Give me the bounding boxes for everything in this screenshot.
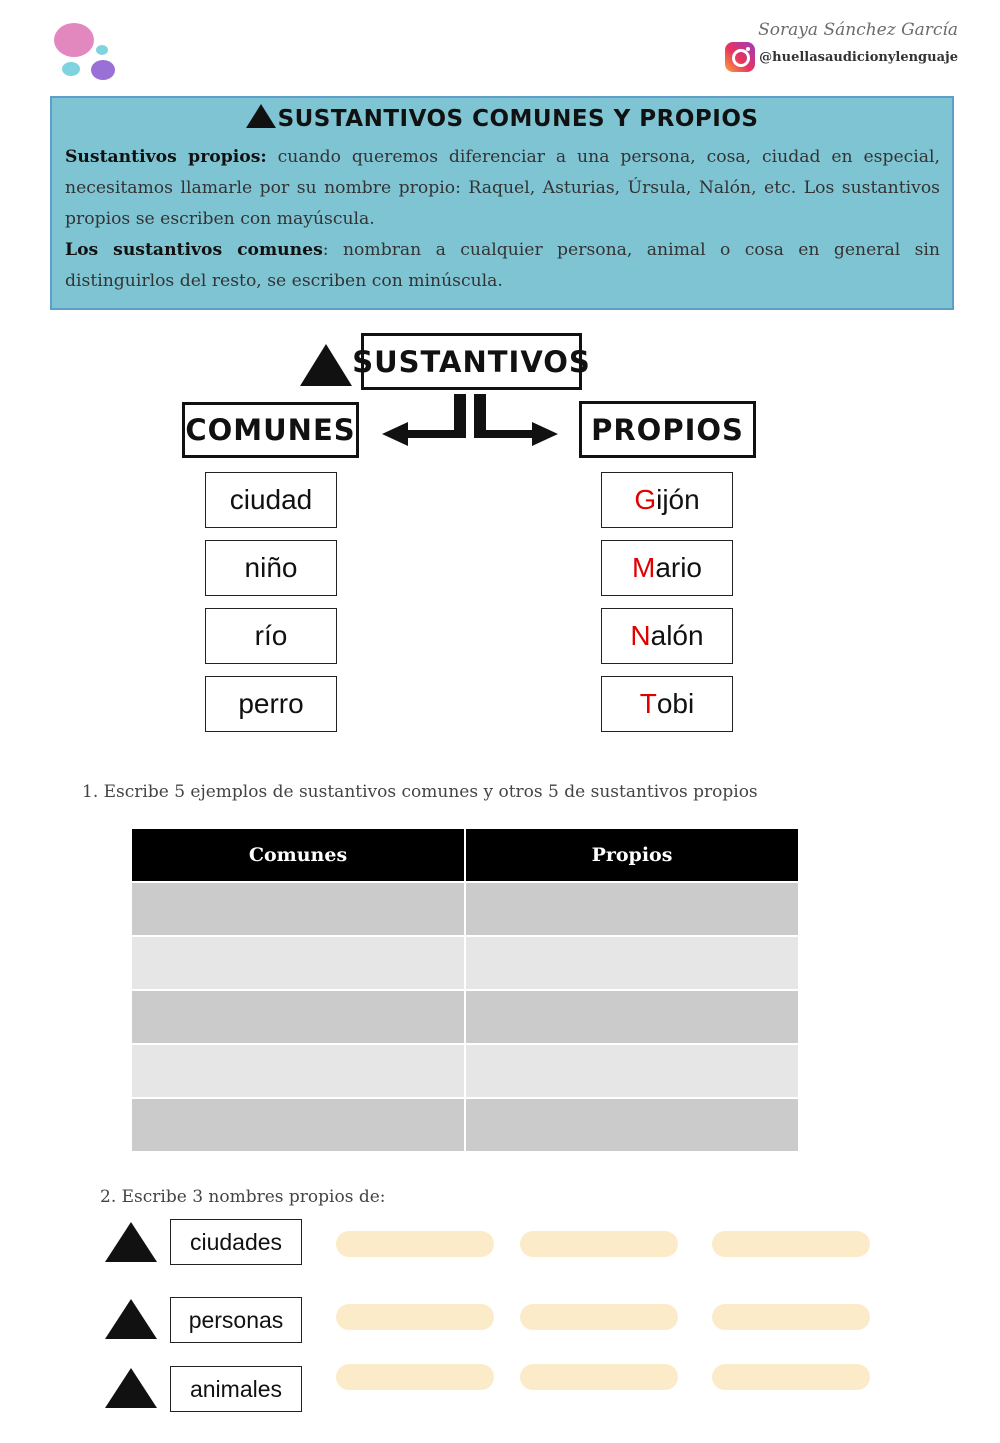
propios-answer-cell[interactable]	[466, 1099, 798, 1151]
triangle-icon	[105, 1222, 157, 1262]
propios-definition	[65, 142, 940, 235]
info-title: SUSTANTIVOS COMUNES Y PROPIOS	[277, 106, 759, 132]
propio-word-1	[601, 472, 733, 528]
info-box	[50, 96, 954, 310]
propios-header: PROPIOS	[579, 401, 756, 458]
comunes-answer-cell[interactable]	[132, 883, 464, 935]
answer-field[interactable]	[520, 1304, 678, 1330]
comunes-label: Los sustantivos comunes	[65, 240, 323, 260]
triangle-icon	[300, 344, 352, 386]
category-animales: animales	[170, 1366, 302, 1412]
capital-letter: T	[639, 688, 657, 719]
table-row	[132, 991, 798, 1043]
comun-word-2: niño	[205, 540, 337, 596]
answer-field[interactable]	[712, 1364, 870, 1390]
triangle-icon	[246, 104, 276, 128]
comunes-header: COMUNES	[182, 402, 359, 458]
answer-field[interactable]	[712, 1231, 870, 1257]
comun-word-1: ciudad	[205, 472, 337, 528]
author-handle-row	[725, 42, 958, 72]
comunes-answer-cell[interactable]	[132, 991, 464, 1043]
category-personas: personas	[170, 1297, 302, 1343]
propio-word-3	[601, 608, 733, 664]
propio-word-2	[601, 540, 733, 596]
capital-letter: M	[631, 552, 656, 583]
answer-field[interactable]	[336, 1231, 494, 1257]
propios-answer-cell[interactable]	[466, 1045, 798, 1097]
comunes-answer-cell[interactable]	[132, 937, 464, 989]
answer-field[interactable]	[712, 1304, 870, 1330]
propios-answer-cell[interactable]	[466, 937, 798, 989]
answer-field[interactable]	[520, 1364, 678, 1390]
logo	[48, 20, 128, 84]
author-name: Soraya Sánchez García	[758, 20, 958, 40]
comunes-answer-cell[interactable]	[132, 1045, 464, 1097]
split-arrows-icon	[380, 392, 560, 448]
capital-letter: N	[630, 620, 651, 651]
propios-label: Sustantivos propios:	[65, 147, 267, 167]
answer-field[interactable]	[336, 1304, 494, 1330]
table-row	[132, 1045, 798, 1097]
table-row	[132, 937, 798, 989]
capital-letter: G	[634, 484, 657, 515]
propios-answer-cell[interactable]	[466, 883, 798, 935]
answer-field[interactable]	[336, 1364, 494, 1390]
column-header-comunes: Comunes	[132, 829, 464, 881]
triangle-icon	[105, 1299, 157, 1339]
answer-table	[132, 829, 798, 1151]
triangle-icon	[105, 1368, 157, 1408]
word-rest: ario	[655, 552, 703, 583]
table-header	[132, 829, 798, 881]
word-rest: obi	[656, 688, 695, 719]
comunes-text: : nombran a cualquier persona, animal o cosa en general sin distinguirlos del resto, se escriben con minúscula.	[65, 240, 940, 291]
category-ciudades: ciudades	[170, 1219, 302, 1265]
sustantivos-header: SUSTANTIVOS	[361, 333, 582, 390]
comun-word-3: río	[205, 608, 337, 664]
info-title-row	[52, 104, 952, 132]
comunes-answer-cell[interactable]	[132, 1099, 464, 1151]
comun-word-4: perro	[205, 676, 337, 732]
propio-word-4	[601, 676, 733, 732]
column-header-propios: Propios	[466, 829, 798, 881]
word-rest: alón	[650, 620, 704, 651]
propios-text: cuando queremos diferenciar a una persona, cosa, ciudad en especial, necesitamos llamarle por su nombre propio: Raquel, Asturias, Úrsula, Nalón, etc. Los sustantivos propios se escriben con mayúscula.	[65, 147, 940, 229]
comunes-definition	[65, 235, 940, 297]
word-rest: ijón	[656, 484, 700, 515]
author-handle: @huellasaudicionylenguaje	[759, 49, 958, 65]
answer-field[interactable]	[520, 1231, 678, 1257]
table-row	[132, 1099, 798, 1151]
table-row	[132, 883, 798, 935]
info-text	[65, 142, 940, 297]
exercise-1-instruction: 1. Escribe 5 ejemplos de sustantivos comunes y otros 5 de sustantivos propios	[82, 782, 758, 802]
instagram-icon	[725, 42, 755, 72]
exercise-2-instruction: 2. Escribe 3 nombres propios de:	[100, 1187, 386, 1207]
propios-answer-cell[interactable]	[466, 991, 798, 1043]
